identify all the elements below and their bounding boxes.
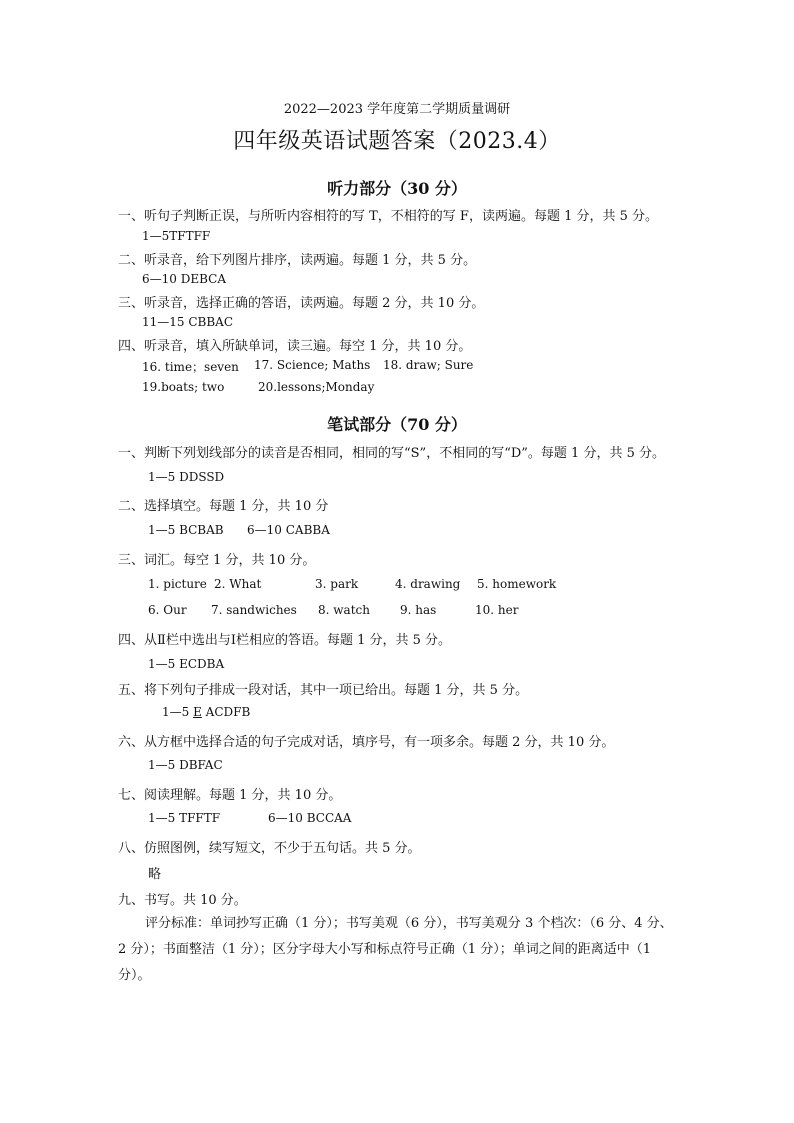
listening-q1-answer: 1—5TFTFF [142, 229, 211, 243]
document-subtitle: 2022—2023 学年度第二学期质量调研 [283, 102, 511, 117]
written-q3-word-8: 8. watch [318, 603, 370, 617]
listening-q3-answer: 11—15 CBBAC [142, 315, 234, 329]
listening-q4-answer-16: 16. time；seven [142, 360, 239, 374]
written-q2-instruction: 二、选择填空。每题 1 分，共 10 分 [118, 499, 329, 514]
written-q9-instruction: 九、书写。共 10 分。 [118, 893, 247, 908]
written-q5-given-item: E [193, 705, 202, 719]
listening-q4-answer-18: 18. draw; Sure [383, 358, 474, 372]
listening-q4-instruction: 四、听录音，填入所缺单词，读三遍。每空 1 分，共 10 分。 [118, 339, 472, 354]
written-q2-answer-2: 6—10 CABBA [247, 523, 330, 537]
written-q4-answer: 1—5 ECDBA [148, 657, 225, 671]
written-q3-word-1: 1. picture [148, 577, 207, 591]
written-q3-word-4: 4. drawing [395, 577, 461, 591]
listening-q4-answer-20: 20.lessons;Monday [258, 380, 375, 394]
written-q8-instruction: 八、仿照图例，续写短文，不少于五句话。共 5 分。 [118, 841, 421, 856]
written-q7-answer-2: 6—10 BCCAA [268, 811, 352, 825]
written-q5-answer [162, 705, 250, 719]
written-q4-instruction: 四、从Ⅱ栏中选出与Ⅰ栏相应的答语。每题 1 分，共 5 分。 [118, 633, 452, 648]
written-q3-word-5: 5. homework [477, 577, 557, 591]
listening-q3-instruction: 三、听录音，选择正确的答语，读两遍。每题 2 分，共 10 分。 [118, 296, 485, 311]
listening-q2-answer: 6—10 DEBCA [142, 272, 226, 286]
written-q6-answer: 1—5 DBFAC [148, 758, 223, 772]
written-q3-word-7: 7. sandwiches [211, 603, 297, 617]
listening-q2-instruction: 二、听录音，给下列图片排序，读两遍。每题 1 分，共 5 分。 [118, 253, 477, 268]
listening-q4-answer-19: 19.boats; two [142, 380, 225, 394]
listening-q1-instruction: 一、听句子判断正误，与所听内容相符的写 T，不相符的写 F，读两遍。每题 1 分，共 5 分。 [118, 209, 659, 224]
document-title: 四年级英语试题答案（2023.4） [233, 129, 561, 154]
written-q6-instruction: 六、从方框中选择合适的句子完成对话，填序号，有一项多余。每题 2 分，共 10 分。 [118, 735, 615, 750]
written-q3-word-9: 9. has [400, 603, 437, 617]
written-q5-instruction: 五、将下列句子排成一段对话，其中一项已给出。每题 1 分，共 5 分。 [118, 683, 529, 698]
written-q3-word-3: 3. park [315, 577, 359, 591]
written-q8-answer: 略 [148, 867, 162, 882]
written-q2-answer-1: 1—5 BCBAB [148, 523, 224, 537]
written-q1-instruction: 一、判断下列划线部分的读音是否相同，相同的写“S”，不相同的写“D”。每题 1 分，共 5 分。 [118, 446, 665, 461]
listening-section-heading: 听力部分（30 分） [327, 179, 467, 198]
written-q5-answer-rest: ACDFB [201, 705, 251, 719]
written-q5-answer-prefix: 1—5 [162, 705, 194, 719]
written-q7-answer-1: 1—5 TFFTF [148, 811, 221, 825]
written-q3-instruction: 三、词汇。每空 1 分，共 10 分。 [118, 553, 316, 568]
written-q9-scoring-criteria: 评分标准：单词抄写正确（1 分）；书写美观（6 分），书写美观分 3 个档次：（6 分、4 分、2 分）；书面整洁（1 分）；区分字母大小写和标点符号正确（1 分）；单词之间的距离适中（1 分）。 [118, 916, 673, 983]
written-section-heading: 笔试部分（70 分） [327, 415, 467, 434]
written-q3-word-2: 2. What [214, 577, 262, 591]
listening-q4-answer-17: 17. Science; Maths [254, 358, 371, 372]
written-q3-word-6: 6. Our [148, 603, 187, 617]
written-q7-instruction: 七、阅读理解。每题 1 分，共 10 分。 [118, 788, 342, 803]
written-q1-answer: 1—5 DDSSD [148, 470, 225, 484]
written-q3-word-10: 10. her [475, 603, 519, 617]
